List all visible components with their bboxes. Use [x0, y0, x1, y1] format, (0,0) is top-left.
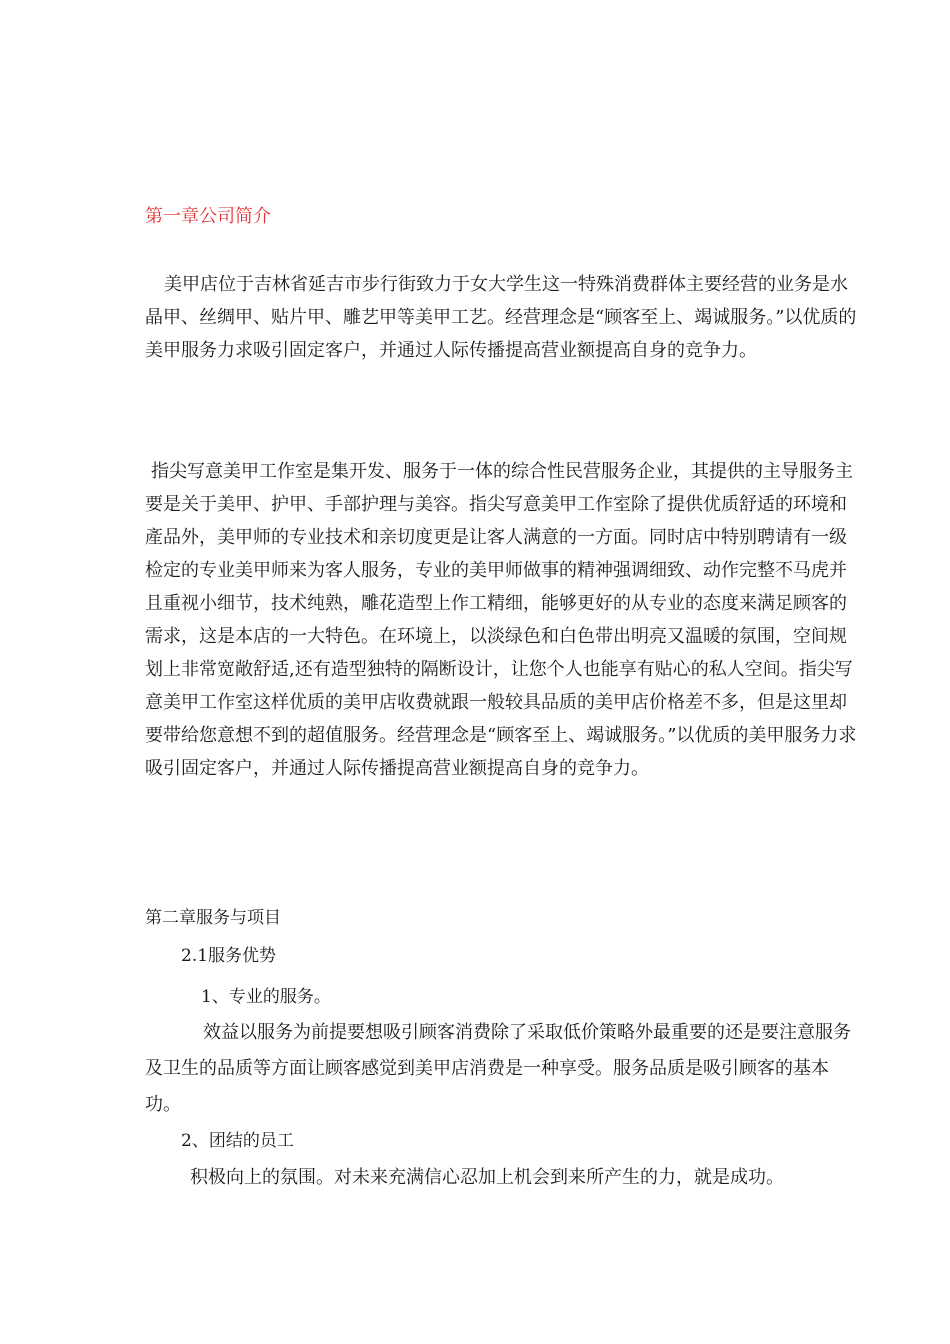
- chapter1-paragraph-2: 指尖写意美甲工作室是集开发、服务于一体的综合性民营服务企业，其提供的主导服务主要是关于美甲、护甲、手部护理与美容。指尖写意美甲工作室除了提供优质舒适的环境和產品外，美甲师的专业技术和亲切度更是让客人满意的一方面。同时店中特别聘请有一级检定的专业美甲师来为客人服务，专业的美甲师做事的精神强调细致、动作完整不马虎并且重视小细节，技术纯熟，雕花造型上作工精细，能够更好的从专业的态度来满足顾客的需求，这是本店的一大特色。在环境上，以淡绿色和白色带出明亮又温暖的氛围，空间规划上非常宽敞舒适,还有造型独特的隔断设计，让您个人也能享有贴心的私人空间。指尖写意美甲工作室这样优质的美甲店收费就跟一般较具品质的美甲店价格差不多，但是这里却要带给您意想不到的超值服务。经营理念是“顾客至上、竭诚服务。”以优质的美甲服务力求吸引固定客户，并通过人际传播提高营业额提高自身的竞争力。: [145, 461, 857, 779]
- chapter1-paragraph-1: 美甲店位于吉林省延吉市步行街致力于女大学生这一特殊消费群体主要经营的业务是水晶甲、丝绸甲、贴片甲、雕艺甲等美甲工艺。经营理念是“顾客至上、竭诚服务。”以优质的美甲服务力求吸引固定客户，并通过人际传播提高营业额提高自身的竞争力。: [145, 274, 857, 361]
- item1-paragraph: 效益以服务为前提要想吸引顾客消费除了采取低价策略外最重要的还是要注意服务及卫生的品质等方面让顾客感觉到美甲店消费是一种享受。服务品质是吸引顾客的基本功。: [145, 1022, 851, 1115]
- section-2-1-title: 2.1服务优势: [181, 946, 277, 966]
- chapter1-title: 第一章公司简介: [145, 206, 271, 227]
- item2-paragraph: 积极向上的氛围。对未来充满信心忍加上机会到来所产生的力，就是成功。: [190, 1167, 784, 1188]
- chapter2-title: 第二章服务与项目: [145, 908, 281, 928]
- item2-title: 2、团结的员工: [181, 1131, 294, 1151]
- item1-title: 1、专业的服务。: [201, 987, 331, 1007]
